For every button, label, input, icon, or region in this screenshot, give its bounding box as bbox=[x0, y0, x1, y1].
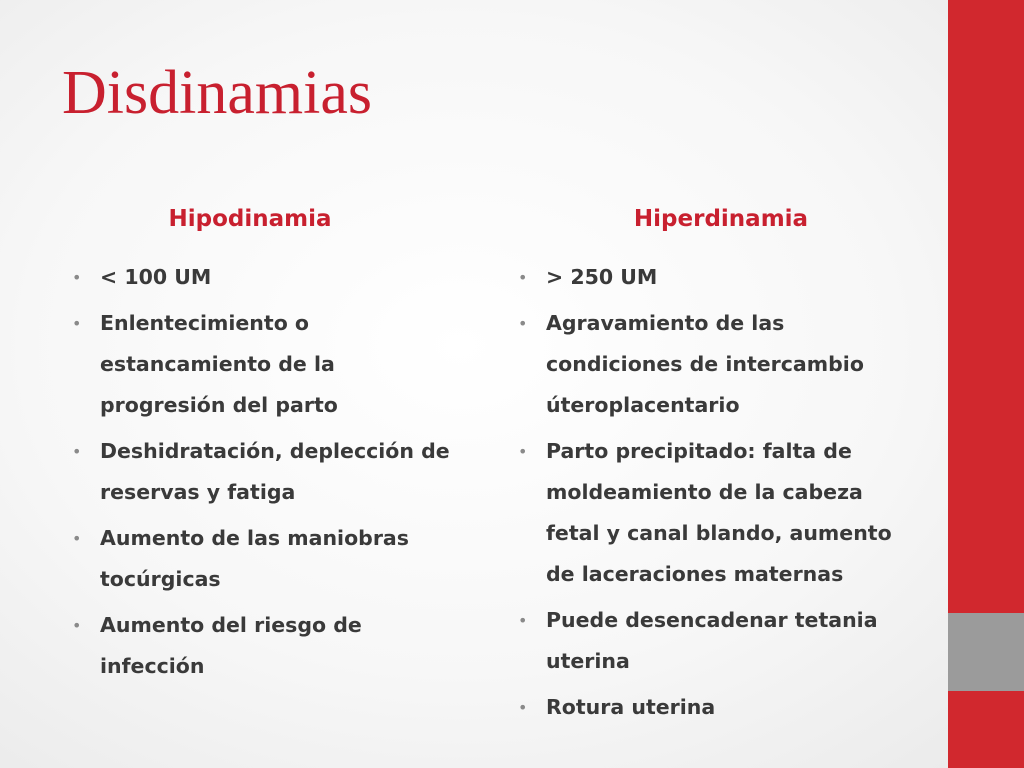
list-item-text: Parto precipitado: falta de moldeamiento de la cabeza fetal y canal blando, aumento de laceraciones maternas bbox=[546, 438, 892, 586]
list-item bbox=[516, 303, 916, 426]
right-column-heading: Hiperdinamia bbox=[633, 206, 809, 232]
decorative-red-bar-bottom bbox=[948, 691, 1024, 768]
bullet-icon: • bbox=[518, 313, 528, 333]
left-column-heading: Hipodinamia bbox=[168, 206, 332, 232]
list-item-text: > 250 UM bbox=[546, 264, 658, 289]
list-item bbox=[516, 687, 916, 728]
bullet-icon: • bbox=[72, 313, 82, 333]
slide-title: Disdinamias bbox=[62, 59, 372, 127]
bullet-icon: • bbox=[72, 267, 82, 287]
list-item-text: < 100 UM bbox=[100, 264, 212, 289]
list-item-text: Enlentecimiento o estancamiento de la progresión del parto bbox=[100, 310, 338, 417]
list-item bbox=[70, 431, 460, 513]
list-item-text: Agravamiento de las condiciones de intercambio úteroplacentario bbox=[546, 310, 864, 417]
bullet-icon: • bbox=[518, 610, 528, 630]
list-item-text: Aumento de las maniobras tocúrgicas bbox=[100, 525, 409, 591]
right-bullet-list bbox=[516, 257, 916, 728]
list-item bbox=[70, 303, 460, 426]
list-item-text: Puede desencadenar tetania uterina bbox=[546, 607, 878, 673]
bullet-icon: • bbox=[72, 528, 82, 548]
list-item bbox=[70, 605, 460, 687]
left-column bbox=[70, 205, 460, 692]
list-item-text: Deshidratación, deplección de reservas y fatiga bbox=[100, 438, 450, 504]
decorative-gray-bar bbox=[948, 613, 1024, 691]
list-item bbox=[516, 257, 916, 298]
list-item bbox=[516, 431, 916, 595]
bullet-icon: • bbox=[518, 441, 528, 461]
bullet-icon: • bbox=[72, 615, 82, 635]
bullet-icon: • bbox=[518, 267, 528, 287]
list-item-text: Aumento del riesgo de infección bbox=[100, 612, 362, 678]
list-item bbox=[70, 257, 460, 298]
list-item-text: Rotura uterina bbox=[546, 694, 716, 719]
list-item bbox=[516, 600, 916, 682]
bullet-icon: • bbox=[518, 697, 528, 717]
right-column bbox=[516, 205, 916, 733]
decorative-red-bar-top bbox=[948, 0, 1024, 613]
left-bullet-list bbox=[70, 257, 460, 687]
list-item bbox=[70, 518, 460, 600]
bullet-icon: • bbox=[72, 441, 82, 461]
